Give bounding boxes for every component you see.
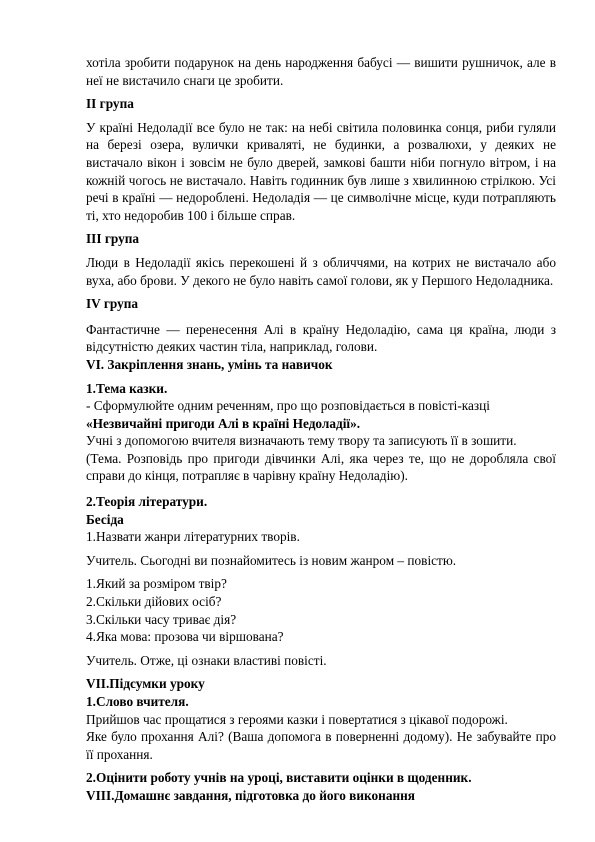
question-2: 2.Скільки дійових осіб? [86,594,222,610]
word-line-1: Прийшов час прощатися з героями казки і повертатися з цікавої подорожі. [86,711,508,727]
group3-heading: ІІІ група [86,231,140,247]
group4-paragraph: Фантастичне — перенесення Алі в країну Недоладію, сама ця країна, люди з відсутністю деяких частин тіла, наприклад, голови. [86,321,556,355]
section6-heading: VІ. Закріплення знань, умінь та навичок [86,356,333,372]
question-4: 4.Яка мова: прозова чи віршована? [86,629,284,645]
item2-heading: 2.Теорія літератури. [86,494,208,510]
task-line-2: «Незвичайні пригоди Алі в країні Недоладії». [86,415,361,431]
task-line-1: - Сформулюйте одним реченням, про що розповідається в повісті-казці [86,398,490,414]
section7-heading: VІІ.Підсумки уроку [86,676,205,692]
document-page [86,54,556,805]
group3-paragraph: Люди в Недоладії якісь перекошені й з обличчями, на котрих не вистачало або вуха, або брови. У декого не було навіть самої голови, як у Першого Недоладника. [86,254,556,288]
theme-paragraph: (Тема. Розповідь про пригоди дівчинки Алі, яка через те, що не доробляла свої справи до кінця, потрапляє в чарівну країну Недоладію). [86,450,556,484]
intro-paragraph: хотіла зробити подарунок на день народження бабусі — вишити рушничок, але в неї не вистачило снаги це зробити. [86,55,556,88]
question-3: 3.Скільки часу триває дія? [86,611,237,627]
group2-paragraph: У країні Недоладії все було не так: на небі світила половинка сонця, риби гуляли на березі озера, вулички криваляті, не будинки, а розвалюхи, у деяких не вистачало вікон і зовсім не було дверей, замкові башти ніби погнуло вітром, і на кожній чогось не вистачало. Навіть годинник був лише з хвилинною стрілкою. Усі речі в країні — недороблені. Недоладія — це символічне місце, куди потрапляють ті, хто недоробив 100 і більше справ. [86,119,556,223]
section8-heading: VІІІ.Домашнє завдання, підготовка до його виконання [86,787,415,803]
conversation-heading: Бесіда [86,511,124,527]
group4-heading: ІV група [86,296,139,312]
teacher-line-1: Учитель. Сьогодні ви познайомитесь із новим жанром – повістю. [86,552,457,568]
item1-heading: 1.Тема казки. [86,380,168,396]
teacher-line-2: Учитель. Отже, ці ознаки властиві повісті. [86,652,327,668]
word-heading: 1.Слово вчителя. [86,694,189,709]
grade-heading: 2.Оцінити роботу учнів на уроці, виставити оцінки в щоденник. [86,770,472,786]
students-line: Учні з допомогою вчителя визначають тему твору та записують її в зошити. [86,433,517,449]
question-1: 1.Який за розміром твір? [86,576,227,592]
word-line-2: Яке було прохання Алі? (Ваша допомога в поверненні додому). Не забувайте про її прохання. [86,729,556,762]
group2-heading: ІІ група [86,96,134,112]
question-genres: 1.Назвати жанри літературних творів. [86,529,300,545]
